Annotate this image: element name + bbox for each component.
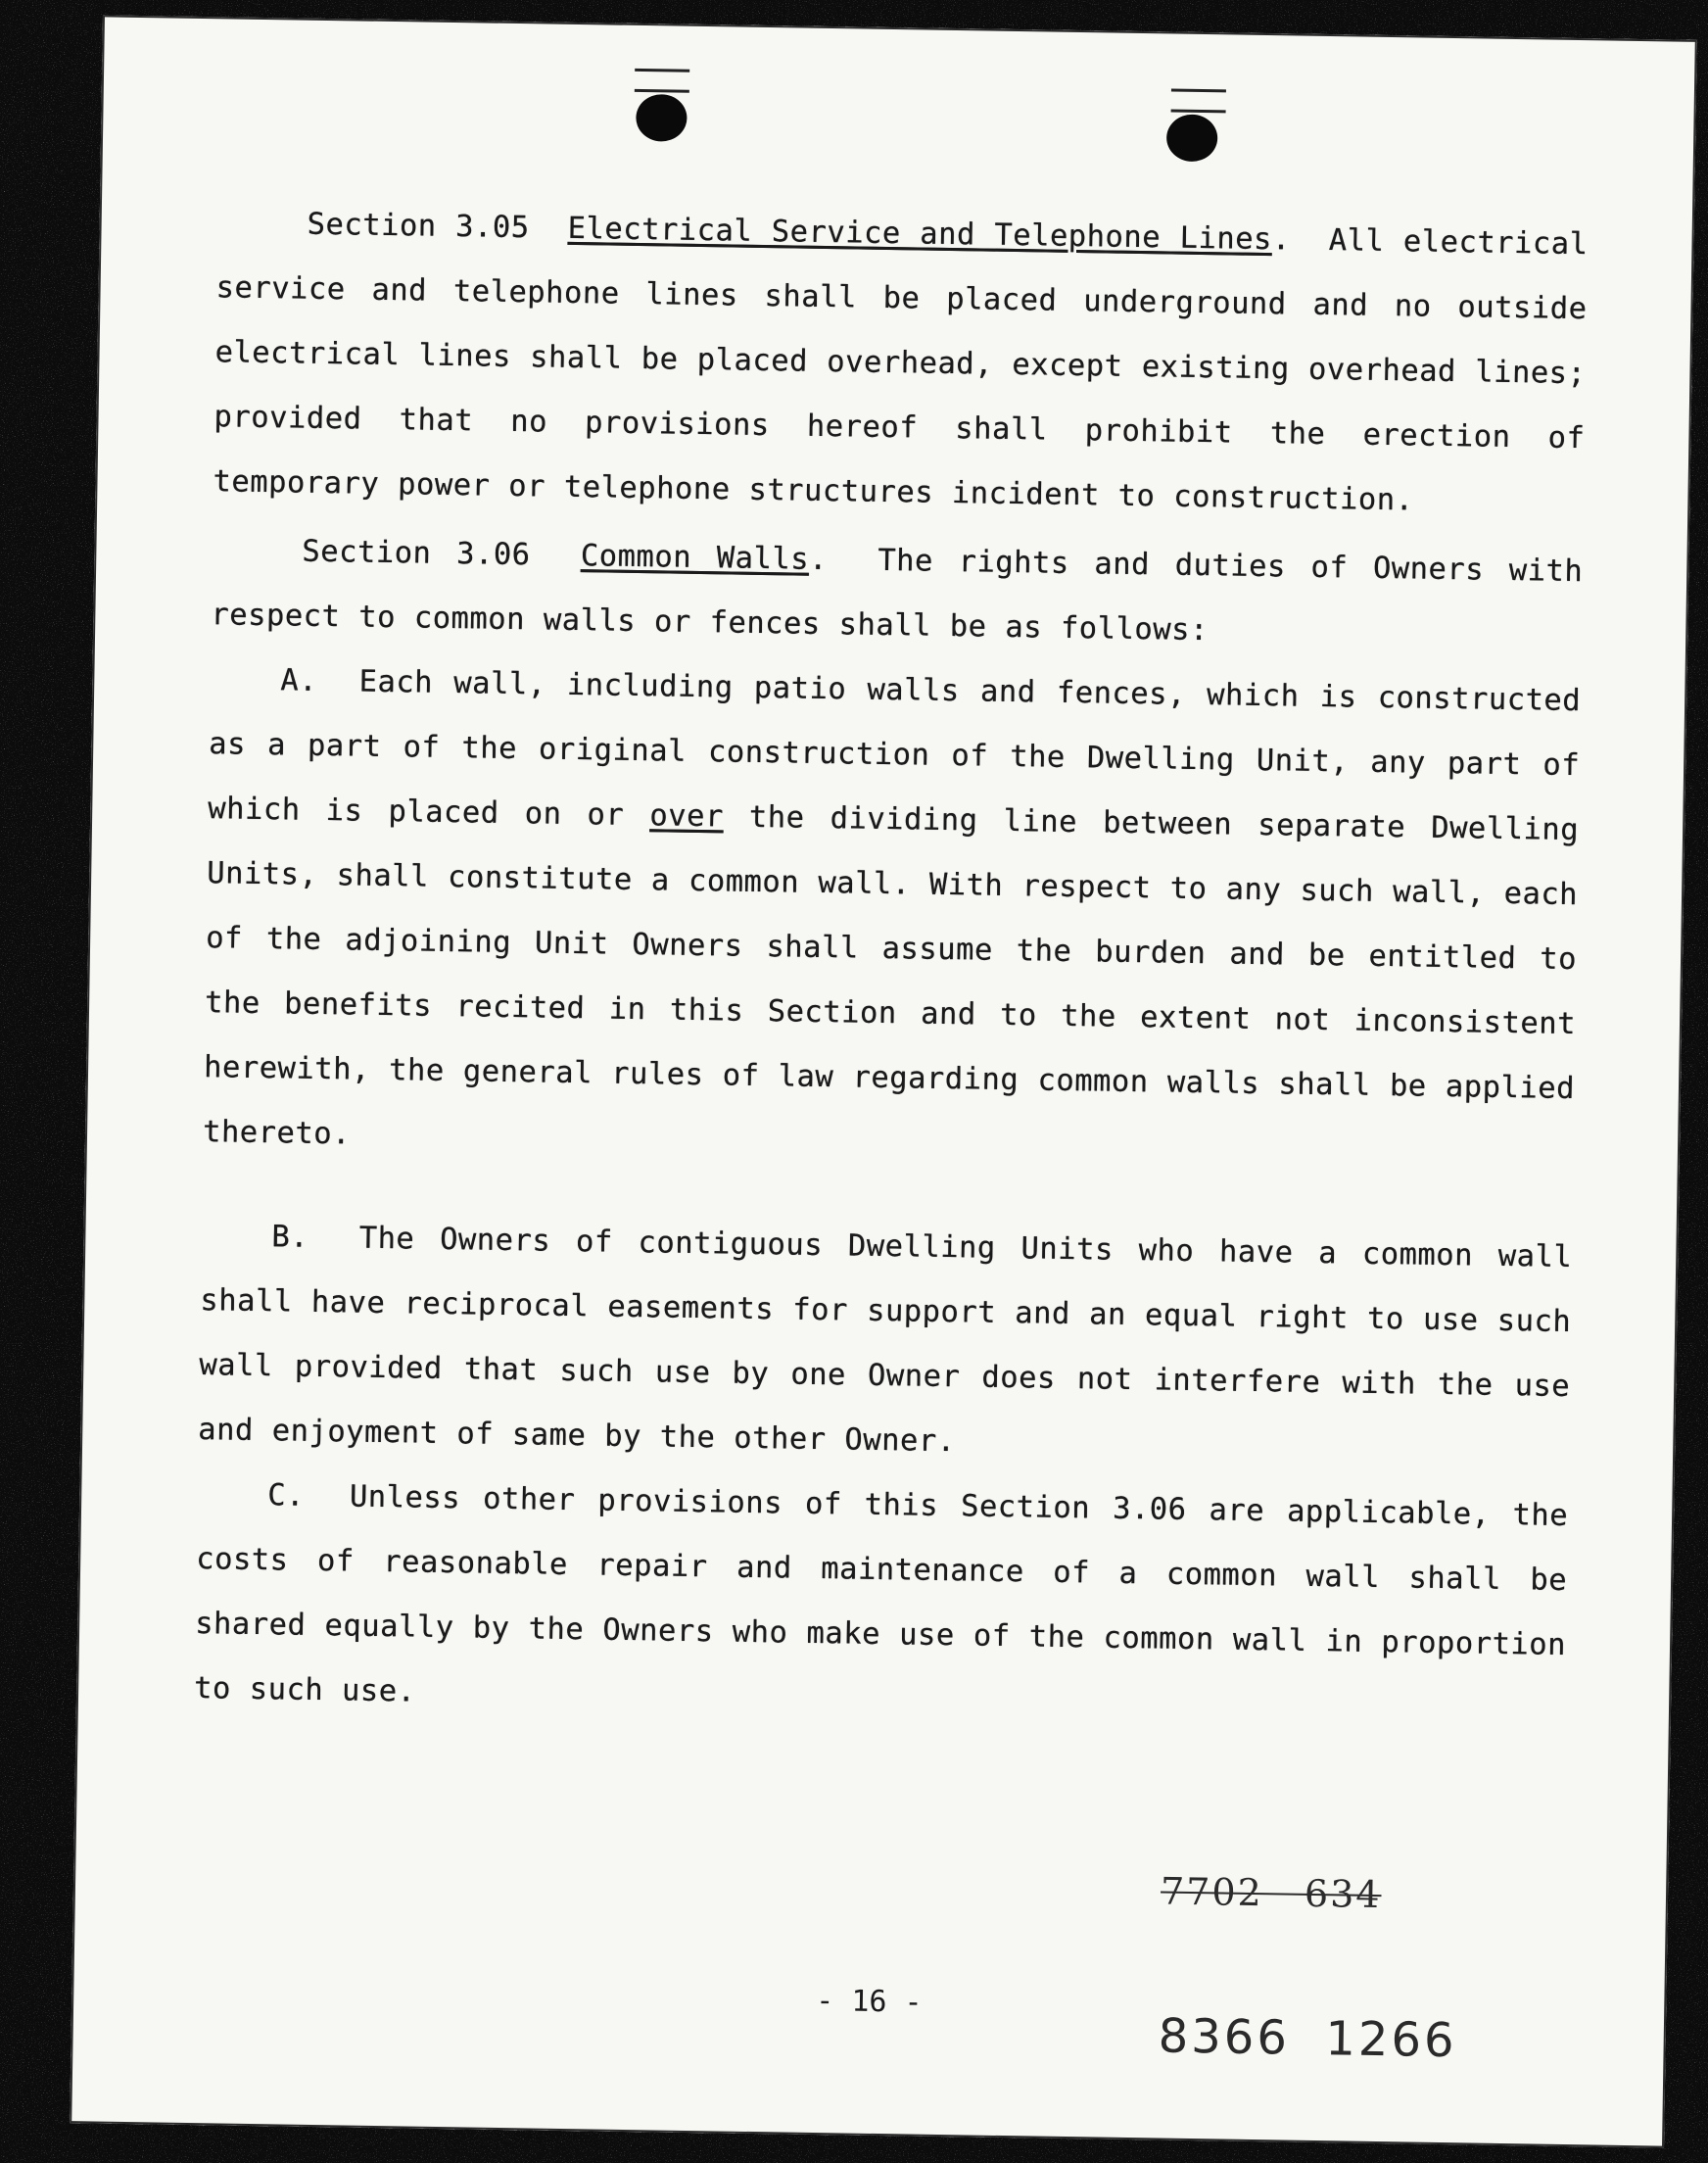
paragraph-c <box>194 1463 1569 1743</box>
section-3-06-label: Section 3.06 <box>302 534 531 573</box>
paragraph-b <box>198 1204 1573 1484</box>
paragraph-a-underlined-word: over <box>649 798 725 835</box>
section-3-05-body: All electrical service and telephone lines shall be placed underground and no outside electrical lines shall be placed overhead, except existing overhead lines; provided that no provisions hereof shall prohibit the erection of temporary power or telephone structures incident to construction. <box>213 223 1589 518</box>
paragraph-c-marker: C. <box>267 1478 306 1514</box>
document-body <box>194 191 1589 1743</box>
paragraph-c-text: Unless other provisions of this Section 3.06 are applicable, the costs of reasonable repair and maintenance of a common wall shall be shared equally by the Owners who make use of the common wall in proportion to such use. <box>193 1479 1569 1709</box>
punch-hole-marks <box>1171 88 1226 113</box>
paragraph-b-marker: B. <box>271 1220 309 1255</box>
paragraph-a-text-1: Each wall, including patio walls and fences, which is constructed as a part of the original construction of the Dwelling Unit, any part of which is placed on or <box>208 664 1582 833</box>
section-3-05-label: Section 3.05 <box>307 207 530 246</box>
paragraph-b-text: The Owners of contiguous Dwelling Units who have a common wall shall have reciprocal easements for support and an equal right to use such wall provided that such use by one Owner does not interfere with the use and enjoyment of same by the other Owner. <box>198 1221 1573 1460</box>
punch-hole <box>636 94 688 142</box>
document-page <box>70 15 1697 2147</box>
section-3-05-heading: Electrical Service and Telephone Lines <box>567 211 1273 258</box>
paragraph-a-text-2: the dividing line between separate Dwelling Units, shall constitute a common wall. With respect to any such wall, each of the adjoining Unit Owners shall assume the burden and be entitled to the benefits recited in this Section and to the extent not inconsistent herewith, the general rules of law regarding common walls shall be applied thereto. <box>202 799 1580 1152</box>
recording-number: 8366 1266 <box>1158 2008 1457 2069</box>
section-3-06-intro: The rights and duties of Owners with respect to common walls or fences shall be as follows: <box>211 543 1584 649</box>
paragraph-a-marker: A. <box>280 663 318 698</box>
section-3-06-paragraph: Section 3.06 Common Walls. The rights and duties of Owners with respect to common walls or fences shall be as follows: <box>211 534 1584 649</box>
section-3-06-heading: Common Walls <box>580 539 810 577</box>
punch-hole <box>1166 114 1218 162</box>
section-3-05-paragraph: Section 3.05 Electrical Service and Telephone Lines. All electrical service and telephone lines shall be placed underground and no outside electrical lines shall be placed overhead, except existing overhead lines; provided that no provisions hereof shall prohibit the erection of temporary power or telephone structures incident to construction. <box>213 207 1589 518</box>
paragraph-a <box>203 648 1582 1186</box>
page-number: - 16 - <box>815 1984 923 2020</box>
punch-hole-marks <box>635 69 689 93</box>
old-recording-number: 7702 634 <box>1160 1869 1382 1917</box>
